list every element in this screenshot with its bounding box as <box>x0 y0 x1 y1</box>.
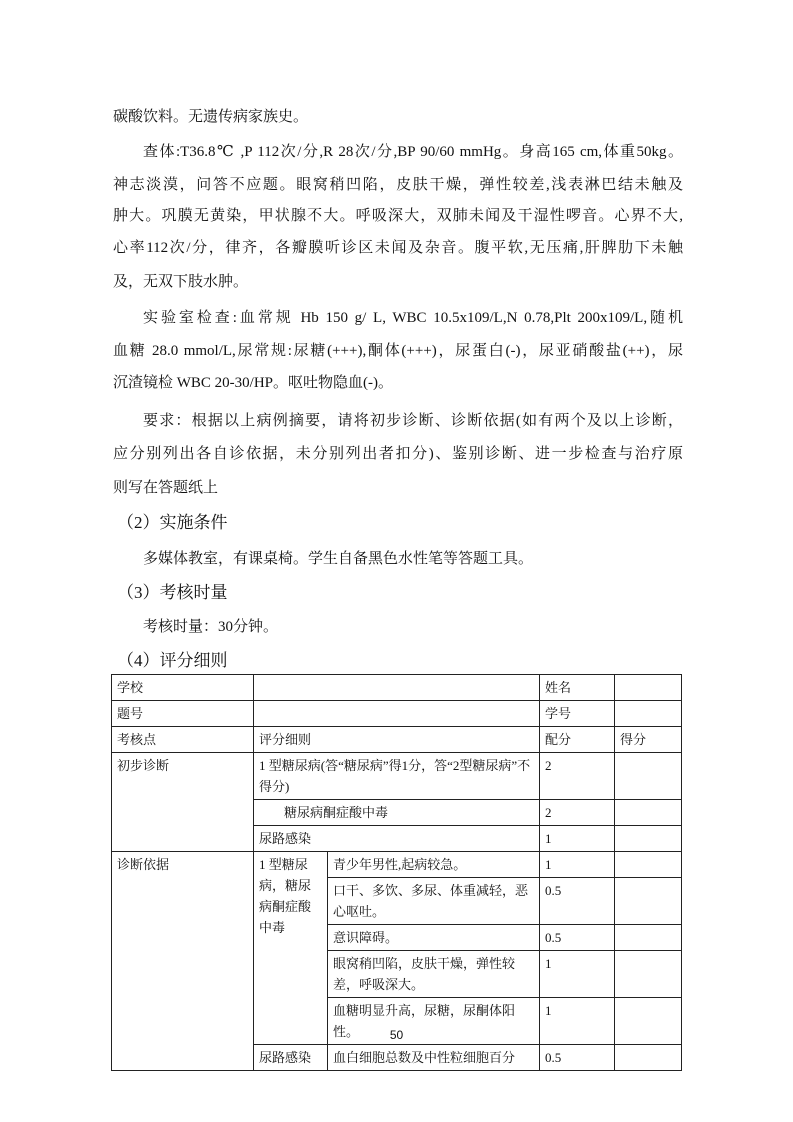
cell: 眼窝稍凹陷，皮肤干燥，弹性较差，呼吸深大。 <box>328 951 540 998</box>
header-cell: 配分 <box>540 727 615 753</box>
paragraph-line: 血糖 28.0 mmol/L,尿常规:尿糖(+++),酮体(+++)，尿蛋白(-)，尿亚硝酸盐(++)，尿 <box>113 343 683 359</box>
paragraph-line: 神志淡漠，问答不应题。眼窝稍凹陷，皮肤干燥，弹性较差,浅表淋巴结未触及 <box>113 177 683 193</box>
cell: 血白细胞总数及中性粒细胞百分 <box>328 1045 540 1071</box>
section-heading: （2）实施条件 <box>117 513 228 532</box>
school-value <box>254 675 540 701</box>
header-cell: 评分细则 <box>254 727 540 753</box>
cell: 2 <box>540 800 615 826</box>
paragraph-line: 应分别列出各自诊依据，未分别列出者扣分)、鉴别诊断、进一步检查与治疗原 <box>113 446 683 462</box>
question-value <box>254 701 540 727</box>
cell: 学校 <box>112 675 254 701</box>
cell: 1 型糖尿病(答“糖尿病”得1分，答“2型糖尿病”不得分) <box>254 753 540 800</box>
paragraph-line: 碳酸饮料。无遗传病家族史。 <box>113 109 309 125</box>
header-cell: 得分 <box>615 727 682 753</box>
page-number: 50 <box>389 1028 404 1042</box>
cell: 意识障碍。 <box>328 925 540 951</box>
paragraph-line: 考核时量：30分钟。 <box>143 619 279 635</box>
cell: 尿路感染 <box>254 1045 328 1071</box>
paragraph-line: 及，无双下肢水肿。 <box>113 274 249 290</box>
student-no-value <box>615 701 682 727</box>
paragraph-line: 多媒体教室，有课桌椅。学生自备黑色水性笔等答题工具。 <box>143 551 534 567</box>
cell: 1 <box>540 826 615 852</box>
section-heading: （4）评分细则 <box>117 651 228 670</box>
paragraph-line: 查体:T36.8℃ ,P 112次/分,R 28次/分,BP 90/60 mmHg。身高165 cm,体重50kg。 <box>143 144 683 160</box>
section-heading: （3）考核时量 <box>117 583 228 602</box>
paragraph-line: 肿大。巩膜无黄染，甲状腺不大。呼吸深大，双肺未闻及干湿性啰音。心界不大, <box>113 208 683 224</box>
cell: 2 <box>540 753 615 800</box>
cell: 诊断依据 <box>112 852 254 1071</box>
cell: 血糖明显升高，尿糖，尿酮体阳性。 <box>328 998 540 1045</box>
cell: 尿路感染 <box>254 826 540 852</box>
cell: 初步诊断 <box>112 753 254 852</box>
cell: 0.5 <box>540 1045 615 1071</box>
cell: 糖尿病酮症酸中毒 <box>254 800 540 826</box>
scoring-table <box>111 674 682 1071</box>
paragraph-line: 则写在答题纸上 <box>113 480 219 496</box>
cell: 0.5 <box>540 878 615 925</box>
paragraph-line: 心率112次/分，律齐，各瓣膜听诊区未闻及杂音。腹平软,无压痛,肝脾肋下未触 <box>113 240 683 256</box>
cell: 0.5 <box>540 925 615 951</box>
cell: 青少年男性,起病较急。 <box>328 852 540 878</box>
cell: 题号 <box>112 701 254 727</box>
cell: 学号 <box>540 701 615 727</box>
name-value <box>615 675 682 701</box>
cell: 姓名 <box>540 675 615 701</box>
cell: 1 <box>540 951 615 998</box>
cell: 口干、多饮、多尿、体重减轻，恶心呕吐。 <box>328 878 540 925</box>
cell: 1 <box>540 852 615 878</box>
cell: 1 型糖尿病，糖尿病酮症酸中毒 <box>254 852 328 1045</box>
cell: 1 <box>540 998 615 1045</box>
paragraph-line: 沉渣镜检 WBC 20-30/HP。呕吐物隐血(-)。 <box>113 375 393 391</box>
header-cell: 考核点 <box>112 727 254 753</box>
paragraph-line: 实验室检查:血常规 Hb 150 g/ L, WBC 10.5x109/L,N 0.78,Plt 200x109/L,随机 <box>143 310 683 326</box>
paragraph-line: 要求：根据以上病例摘要，请将初步诊断、诊断依据(如有两个及以上诊断， <box>143 413 683 429</box>
